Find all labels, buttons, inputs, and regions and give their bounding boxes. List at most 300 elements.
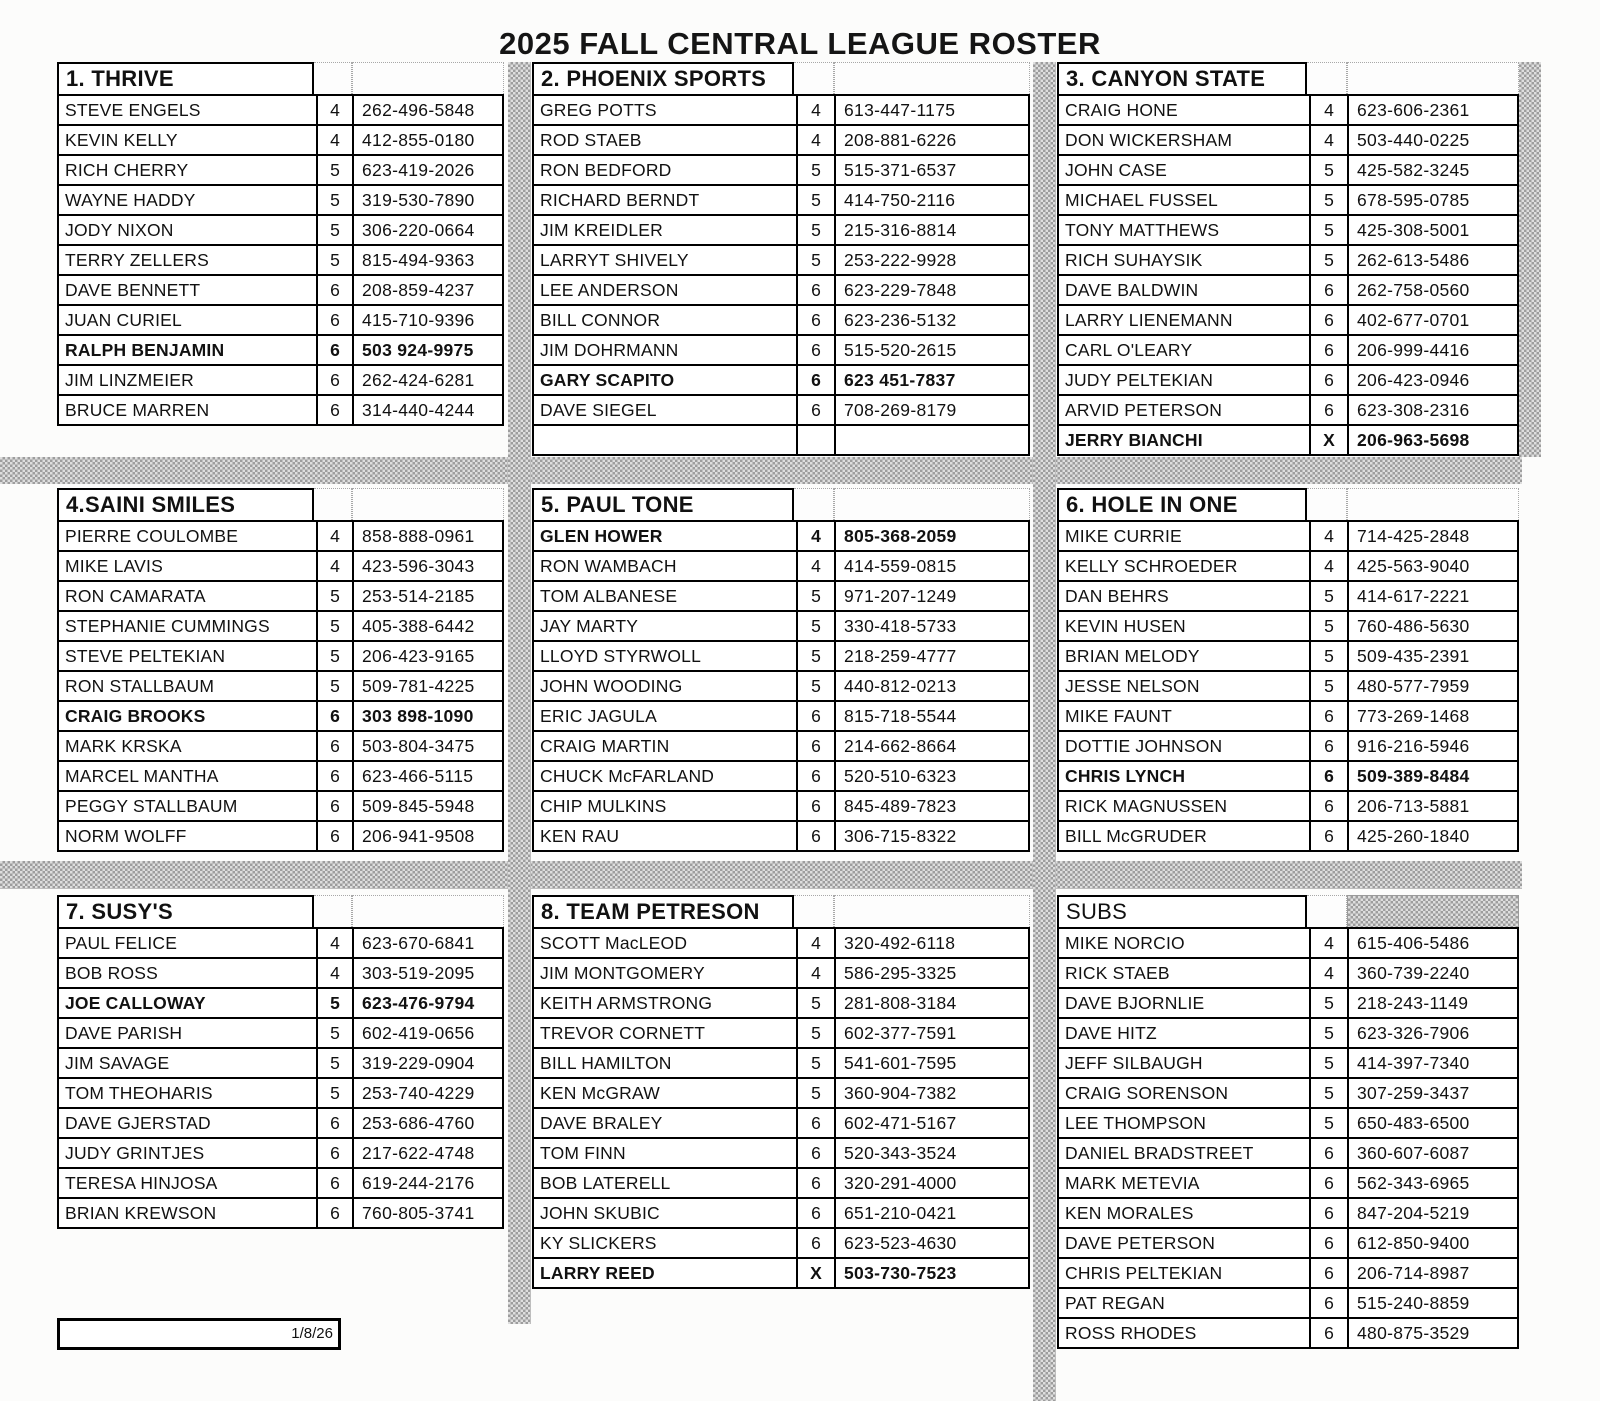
table-row xyxy=(532,274,1030,306)
player-name: BILL McGRUDER xyxy=(1057,820,1311,852)
player-number: 4 xyxy=(316,94,354,126)
player-name: JIM MONTGOMERY xyxy=(532,957,798,989)
player-number: 5 xyxy=(796,640,836,672)
table-row xyxy=(57,1137,504,1169)
player-number: 6 xyxy=(1309,820,1349,852)
player-name: MIKE LAVIS xyxy=(57,550,318,582)
table-row xyxy=(1057,760,1519,792)
table-row xyxy=(1057,124,1519,156)
table-row xyxy=(57,520,504,552)
player-phone: 623-326-7906 xyxy=(1347,1017,1519,1049)
player-name: TREVOR CORNETT xyxy=(532,1017,798,1049)
player-phone: 262-758-0560 xyxy=(1347,274,1519,306)
player-name: JUDY PELTEKIAN xyxy=(1057,364,1311,396)
player-phone: 303 898-1090 xyxy=(352,700,504,732)
player-number: 6 xyxy=(316,1107,354,1139)
player-name: MICHAEL FUSSEL xyxy=(1057,184,1311,216)
player-name: CHRIS LYNCH xyxy=(1057,760,1311,792)
player-name: LEE THOMPSON xyxy=(1057,1107,1311,1139)
player-phone: 503 924-9975 xyxy=(352,334,504,366)
player-name: JOHN CASE xyxy=(1057,154,1311,186)
player-phone: 206-999-4416 xyxy=(1347,334,1519,366)
player-number: 6 xyxy=(796,274,836,306)
header-number-cell xyxy=(314,895,352,929)
table-row xyxy=(532,214,1030,246)
player-name: CRAIG MARTIN xyxy=(532,730,798,762)
player-name: RICK STAEB xyxy=(1057,957,1311,989)
team-name: 5. PAUL TONE xyxy=(532,488,794,522)
player-phone: 515-240-8859 xyxy=(1347,1287,1519,1319)
player-number: 6 xyxy=(796,334,836,366)
player-phone: 425-308-5001 xyxy=(1347,214,1519,246)
table-row xyxy=(1057,1227,1519,1259)
player-phone: 206-963-5698 xyxy=(1347,424,1519,456)
player-phone: 423-596-3043 xyxy=(352,550,504,582)
player-name: JAY MARTY xyxy=(532,610,798,642)
player-number: 5 xyxy=(796,214,836,246)
player-number: 4 xyxy=(316,520,354,552)
player-name: BRUCE MARREN xyxy=(57,394,318,426)
player-number: 5 xyxy=(1309,184,1349,216)
table-row xyxy=(57,304,504,336)
table-row xyxy=(57,394,504,426)
table-row xyxy=(57,700,504,732)
player-phone: 414-617-2221 xyxy=(1347,580,1519,612)
player-phone: 586-295-3325 xyxy=(834,957,1030,989)
table-row xyxy=(1057,987,1519,1019)
player-number: 5 xyxy=(1309,214,1349,246)
player-phone: 414-750-2116 xyxy=(834,184,1030,216)
player-number: 5 xyxy=(1309,244,1349,276)
player-name: JIM LINZMEIER xyxy=(57,364,318,396)
player-name: JIM KREIDLER xyxy=(532,214,798,246)
player-phone: 330-418-5733 xyxy=(834,610,1030,642)
table-row xyxy=(532,610,1030,642)
header-phone-cell xyxy=(352,895,504,929)
player-number: 6 xyxy=(1309,394,1349,426)
player-phone: 773-269-1468 xyxy=(1347,700,1519,732)
table-row xyxy=(57,1077,504,1109)
player-number: 4 xyxy=(796,124,836,156)
table-row xyxy=(532,1197,1030,1229)
player-phone: 623-606-2361 xyxy=(1347,94,1519,126)
player-name: DOTTIE JOHNSON xyxy=(1057,730,1311,762)
player-number: 6 xyxy=(1309,1257,1349,1289)
player-name: JUDY GRINTJES xyxy=(57,1137,318,1169)
player-name: LARRY REED xyxy=(532,1257,798,1289)
player-number: 6 xyxy=(796,1167,836,1199)
table-row xyxy=(57,730,504,762)
player-name: ERIC JAGULA xyxy=(532,700,798,732)
player-number: 4 xyxy=(316,957,354,989)
player-phone: 623-670-6841 xyxy=(352,927,504,959)
player-number: 4 xyxy=(796,927,836,959)
table-row xyxy=(57,184,504,216)
table-row xyxy=(532,184,1030,216)
player-number: 5 xyxy=(316,580,354,612)
player-phone: 320-492-6118 xyxy=(834,927,1030,959)
player-number: 6 xyxy=(796,760,836,792)
player-name: PAUL FELICE xyxy=(57,927,318,959)
team-table-saini-smiles xyxy=(57,488,504,852)
player-phone: 916-216-5946 xyxy=(1347,730,1519,762)
table-row xyxy=(532,1017,1030,1049)
table-row xyxy=(1057,927,1519,959)
player-name: SCOTT MacLEOD xyxy=(532,927,798,959)
player-name: MARK METEVIA xyxy=(1057,1167,1311,1199)
player-phone: 623 451-7837 xyxy=(834,364,1030,396)
player-name: LLOYD STYRWOLL xyxy=(532,640,798,672)
table-row xyxy=(532,1107,1030,1139)
team-name: 8. TEAM PETRESON xyxy=(532,895,794,929)
player-phone: 845-489-7823 xyxy=(834,790,1030,822)
player-name: RON BEDFORD xyxy=(532,154,798,186)
player-name: JIM DOHRMANN xyxy=(532,334,798,366)
player-name: KEVIN KELLY xyxy=(57,124,318,156)
player-phone: 281-808-3184 xyxy=(834,987,1030,1019)
player-number: 6 xyxy=(316,760,354,792)
header-number-cell xyxy=(1307,488,1347,522)
table-row xyxy=(1057,670,1519,702)
header-phone-cell xyxy=(352,488,504,522)
player-name: STEVE ENGELS xyxy=(57,94,318,126)
player-phone: 847-204-5219 xyxy=(1347,1197,1519,1229)
player-name: BILL CONNOR xyxy=(532,304,798,336)
player-name: TOM FINN xyxy=(532,1137,798,1169)
table-row xyxy=(1057,957,1519,989)
player-number: 4 xyxy=(316,124,354,156)
player-name: BRIAN MELODY xyxy=(1057,640,1311,672)
player-number: 5 xyxy=(796,154,836,186)
player-phone: 613-447-1175 xyxy=(834,94,1030,126)
player-name: PIERRE COULOMBE xyxy=(57,520,318,552)
player-phone: 623-466-5115 xyxy=(352,760,504,792)
player-phone: 651-210-0421 xyxy=(834,1197,1030,1229)
player-name: MIKE CURRIE xyxy=(1057,520,1311,552)
player-number: 5 xyxy=(796,610,836,642)
player-number: 5 xyxy=(1309,987,1349,1019)
player-phone: 714-425-2848 xyxy=(1347,520,1519,552)
team-table-canyon-state xyxy=(1057,62,1519,456)
table-row xyxy=(1057,1257,1519,1289)
player-number: 5 xyxy=(796,1047,836,1079)
player-number: 6 xyxy=(1309,700,1349,732)
player-phone: 503-730-7523 xyxy=(834,1257,1030,1289)
player-number: 5 xyxy=(1309,580,1349,612)
table-row xyxy=(1057,1137,1519,1169)
team-rows xyxy=(1057,927,1519,1349)
player-name: MARK KRSKA xyxy=(57,730,318,762)
table-row xyxy=(532,154,1030,186)
table-row xyxy=(57,670,504,702)
player-number: 6 xyxy=(1309,1287,1349,1319)
table-row xyxy=(57,927,504,959)
table-row xyxy=(1057,364,1519,396)
player-number: 6 xyxy=(1309,304,1349,336)
table-row xyxy=(532,304,1030,336)
player-phone: 815-494-9363 xyxy=(352,244,504,276)
team-header xyxy=(57,62,504,96)
player-number: 6 xyxy=(1309,1197,1349,1229)
table-row xyxy=(1057,244,1519,276)
player-number: 6 xyxy=(316,1197,354,1229)
player-name: BRIAN KREWSON xyxy=(57,1197,318,1229)
player-phone: 480-875-3529 xyxy=(1347,1317,1519,1349)
player-name: DAVE BALDWIN xyxy=(1057,274,1311,306)
player-phone: 303-519-2095 xyxy=(352,957,504,989)
player-name: KEN McGRAW xyxy=(532,1077,798,1109)
player-number: 6 xyxy=(316,304,354,336)
player-name: CRAIG HONE xyxy=(1057,94,1311,126)
table-row xyxy=(532,244,1030,276)
date-label: 1/8/26 xyxy=(291,1325,333,1342)
team-rows xyxy=(57,520,504,852)
player-number: 6 xyxy=(316,700,354,732)
player-name: LARRY LIENEMANN xyxy=(1057,304,1311,336)
player-name: GLEN HOWER xyxy=(532,520,798,552)
player-name: STEPHANIE CUMMINGS xyxy=(57,610,318,642)
player-number: 6 xyxy=(796,1227,836,1259)
player-number: 6 xyxy=(1309,334,1349,366)
player-name: JESSE NELSON xyxy=(1057,670,1311,702)
player-number: X xyxy=(1309,424,1349,456)
player-name: MIKE FAUNT xyxy=(1057,700,1311,732)
player-phone: 602-377-7591 xyxy=(834,1017,1030,1049)
player-phone: 509-389-8484 xyxy=(1347,760,1519,792)
player-name: DAVE BRALEY xyxy=(532,1107,798,1139)
table-row xyxy=(57,957,504,989)
player-name: DAVE BJORNLIE xyxy=(1057,987,1311,1019)
player-number: 5 xyxy=(1309,670,1349,702)
team-table-hole-in-one xyxy=(1057,488,1519,852)
team-name: 6. HOLE IN ONE xyxy=(1057,488,1307,522)
player-name: DAN BEHRS xyxy=(1057,580,1311,612)
table-row xyxy=(57,334,504,366)
table-row xyxy=(1057,184,1519,216)
team-header xyxy=(57,488,504,522)
player-phone: 623-236-5132 xyxy=(834,304,1030,336)
player-number: 5 xyxy=(316,987,354,1019)
player-name: KY SLICKERS xyxy=(532,1227,798,1259)
player-name: CRAIG SORENSON xyxy=(1057,1077,1311,1109)
table-row xyxy=(532,580,1030,612)
player-phone: 858-888-0961 xyxy=(352,520,504,552)
table-row xyxy=(1057,94,1519,126)
table-row xyxy=(532,1167,1030,1199)
player-phone: 360-607-6087 xyxy=(1347,1137,1519,1169)
team-table-thrive xyxy=(57,62,504,426)
player-name: KEN RAU xyxy=(532,820,798,852)
team-table-phoenix-sports xyxy=(532,62,1030,456)
player-name: LARRYT SHIVELY xyxy=(532,244,798,276)
player-phone: 623-419-2026 xyxy=(352,154,504,186)
player-phone xyxy=(834,424,1030,456)
header-number-cell xyxy=(314,62,352,96)
table-row xyxy=(1057,274,1519,306)
table-row xyxy=(1057,1107,1519,1139)
player-name: RON WAMBACH xyxy=(532,550,798,582)
table-row xyxy=(1057,334,1519,366)
player-name: TERRY ZELLERS xyxy=(57,244,318,276)
player-phone: 253-222-9928 xyxy=(834,244,1030,276)
player-name: DAVE PETERSON xyxy=(1057,1227,1311,1259)
team-name: 4.SAINI SMILES xyxy=(57,488,314,522)
table-row xyxy=(532,957,1030,989)
player-phone: 414-559-0815 xyxy=(834,550,1030,582)
player-phone: 425-563-9040 xyxy=(1347,550,1519,582)
table-row xyxy=(57,760,504,792)
table-row xyxy=(532,1137,1030,1169)
table-row xyxy=(532,394,1030,426)
table-row xyxy=(1057,700,1519,732)
team-header xyxy=(1057,488,1519,522)
player-phone: 262-496-5848 xyxy=(352,94,504,126)
player-phone: 253-686-4760 xyxy=(352,1107,504,1139)
player-number: 6 xyxy=(796,700,836,732)
player-number: 6 xyxy=(796,1137,836,1169)
player-name: DANIEL BRADSTREET xyxy=(1057,1137,1311,1169)
table-row xyxy=(532,820,1030,852)
team-header xyxy=(1057,895,1519,929)
header-number-cell xyxy=(794,488,834,522)
player-phone: 319-229-0904 xyxy=(352,1047,504,1079)
player-name: TOM THEOHARIS xyxy=(57,1077,318,1109)
player-name: CHRIS PELTEKIAN xyxy=(1057,1257,1311,1289)
team-rows xyxy=(532,94,1030,456)
player-name: TERESA HINJOSA xyxy=(57,1167,318,1199)
player-name: DAVE GJERSTAD xyxy=(57,1107,318,1139)
team-name: SUBS xyxy=(1057,895,1307,929)
header-phone-cell xyxy=(1347,488,1519,522)
player-number: 6 xyxy=(796,820,836,852)
table-row xyxy=(532,424,1030,456)
player-phone: 520-510-6323 xyxy=(834,760,1030,792)
player-name: RON CAMARATA xyxy=(57,580,318,612)
table-row xyxy=(57,1197,504,1229)
table-row xyxy=(57,94,504,126)
player-name: GARY SCAPITO xyxy=(532,364,798,396)
table-row xyxy=(532,334,1030,366)
table-row xyxy=(532,987,1030,1019)
player-name: ROSS RHODES xyxy=(1057,1317,1311,1349)
table-row xyxy=(1057,214,1519,246)
player-phone: 509-845-5948 xyxy=(352,790,504,822)
team-name: 1. THRIVE xyxy=(57,62,314,96)
table-row xyxy=(532,730,1030,762)
table-row xyxy=(57,1047,504,1079)
player-phone: 520-343-3524 xyxy=(834,1137,1030,1169)
player-name: RON STALLBAUM xyxy=(57,670,318,702)
player-phone: 206-423-9165 xyxy=(352,640,504,672)
team-table-subs xyxy=(1057,895,1519,1349)
table-row xyxy=(1057,304,1519,336)
player-phone: 541-601-7595 xyxy=(834,1047,1030,1079)
player-phone: 208-881-6226 xyxy=(834,124,1030,156)
player-phone: 425-260-1840 xyxy=(1347,820,1519,852)
player-phone: 414-397-7340 xyxy=(1347,1047,1519,1079)
player-number: 6 xyxy=(796,304,836,336)
player-phone: 218-243-1149 xyxy=(1347,987,1519,1019)
team-name: 2. PHOENIX SPORTS xyxy=(532,62,794,96)
table-row xyxy=(1057,1317,1519,1349)
header-phone-cell xyxy=(1347,62,1519,96)
player-phone: 509-435-2391 xyxy=(1347,640,1519,672)
table-row xyxy=(57,550,504,582)
player-phone: 206-714-8987 xyxy=(1347,1257,1519,1289)
header-phone-cell xyxy=(352,62,504,96)
table-row xyxy=(57,790,504,822)
player-name: JERRY BIANCHI xyxy=(1057,424,1311,456)
team-table-team-petreson xyxy=(532,895,1030,1289)
team-name: 3. CANYON STATE xyxy=(1057,62,1307,96)
player-name: MIKE NORCIO xyxy=(1057,927,1311,959)
player-number: 4 xyxy=(1309,94,1349,126)
player-number: 4 xyxy=(796,520,836,552)
player-number: 6 xyxy=(796,1107,836,1139)
player-phone: 480-577-7959 xyxy=(1347,670,1519,702)
shaded-strip-vertical-1 xyxy=(508,62,531,1324)
player-number: 5 xyxy=(316,610,354,642)
player-number: 6 xyxy=(1309,1317,1349,1349)
player-name: CARL O'LEARY xyxy=(1057,334,1311,366)
player-number: 5 xyxy=(1309,1107,1349,1139)
player-phone: 503-440-0225 xyxy=(1347,124,1519,156)
player-name: BILL HAMILTON xyxy=(532,1047,798,1079)
table-row xyxy=(532,94,1030,126)
player-number: 5 xyxy=(1309,610,1349,642)
player-phone: 306-715-8322 xyxy=(834,820,1030,852)
player-name: KEITH ARMSTRONG xyxy=(532,987,798,1019)
player-name: JODY NIXON xyxy=(57,214,318,246)
player-phone: 405-388-6442 xyxy=(352,610,504,642)
table-row xyxy=(57,274,504,306)
player-name: WAYNE HADDY xyxy=(57,184,318,216)
player-name: DAVE BENNETT xyxy=(57,274,318,306)
player-phone: 678-595-0785 xyxy=(1347,184,1519,216)
player-number: 5 xyxy=(316,640,354,672)
header-number-cell xyxy=(794,895,834,929)
table-row xyxy=(1057,1287,1519,1319)
player-number: 4 xyxy=(1309,550,1349,582)
header-phone-cell xyxy=(834,895,1030,929)
table-row xyxy=(532,1227,1030,1259)
player-number: 6 xyxy=(1309,1137,1349,1169)
player-number: 6 xyxy=(796,364,836,396)
player-number: 5 xyxy=(316,154,354,186)
player-name: RALPH BENJAMIN xyxy=(57,334,318,366)
table-row xyxy=(532,550,1030,582)
table-row xyxy=(1057,394,1519,426)
player-phone: 760-486-5630 xyxy=(1347,610,1519,642)
player-name: KEVIN HUSEN xyxy=(1057,610,1311,642)
player-phone: 307-259-3437 xyxy=(1347,1077,1519,1109)
player-phone: 415-710-9396 xyxy=(352,304,504,336)
player-name: RICH SUHAYSIK xyxy=(1057,244,1311,276)
player-name: PAT REGAN xyxy=(1057,1287,1311,1319)
player-phone: 320-291-4000 xyxy=(834,1167,1030,1199)
player-number: 4 xyxy=(1309,520,1349,552)
table-row xyxy=(57,1167,504,1199)
player-number: 5 xyxy=(316,1077,354,1109)
player-name: JOHN SKUBIC xyxy=(532,1197,798,1229)
player-name: JUAN CURIEL xyxy=(57,304,318,336)
team-rows xyxy=(1057,94,1519,456)
table-row xyxy=(532,1077,1030,1109)
player-phone: 253-514-2185 xyxy=(352,580,504,612)
player-phone: 360-904-7382 xyxy=(834,1077,1030,1109)
player-number: 4 xyxy=(1309,957,1349,989)
table-row xyxy=(57,820,504,852)
